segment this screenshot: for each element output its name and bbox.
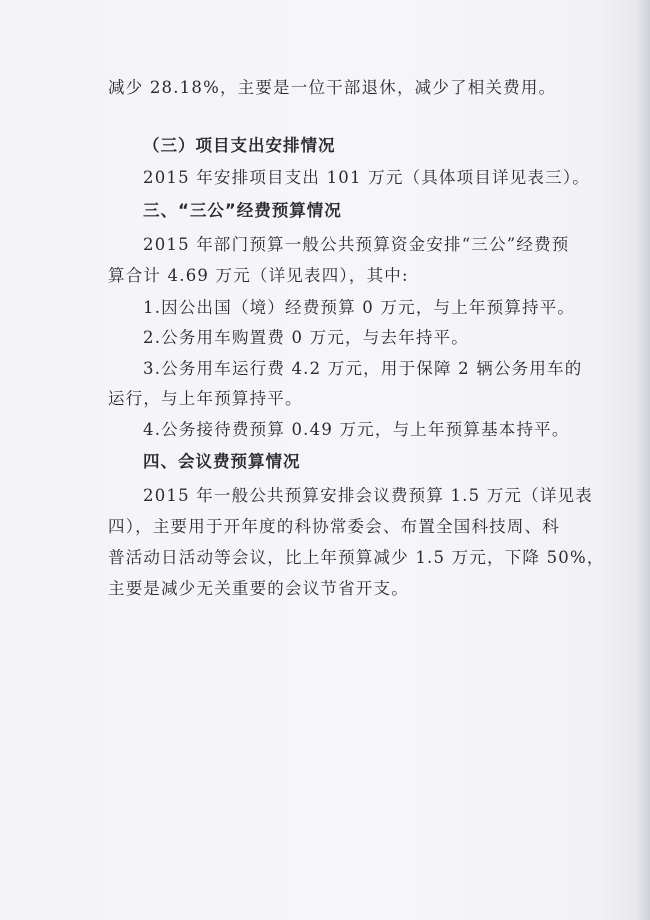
list-item-vehicle-purchase: 2.公务用车购置费 0 万元，与去年持平。 <box>143 328 469 347</box>
list-item-overseas-travel: 1.因公出国（境）经费预算 0 万元，与上年预算持平。 <box>143 298 576 317</box>
list-item-vehicle-operation-cont: 运行，与上年预算持平。 <box>108 389 303 408</box>
list-item-reception: 4.公务接待费预算 0.49 万元，与上年预算基本持平。 <box>143 420 570 439</box>
body-paragraph-line: 2015 年一般公共预算安排会议费预算 1.5 万元（详见表 <box>143 486 593 505</box>
body-paragraph-line: 普活动日活动等会议，比上年预算减少 1.5 万元，下降 50%， <box>108 548 605 567</box>
page-edge-shadow <box>636 0 650 920</box>
body-paragraph-line: 2015 年部门预算一般公共预算资金安排“三公”经费预 <box>143 235 570 254</box>
subsection-heading-project-expenditure: （三）项目支出安排情况 <box>143 136 336 155</box>
body-paragraph-line: 算合计 4.69 万元（详见表四），其中: <box>108 266 409 285</box>
body-paragraph-line: 主要是减少无关重要的会议节省开支。 <box>108 579 409 598</box>
section-heading-three-public: 三、“三公”经费预算情况 <box>143 201 342 220</box>
section-heading-meeting-fees: 四、会议费预算情况 <box>143 452 301 471</box>
body-paragraph-line: 减少 28.18%，主要是一位干部退休，减少了相关费用。 <box>108 78 557 97</box>
body-paragraph-line: 四），主要用于开年度的科协常委会、布置全国科技周、科 <box>108 517 560 536</box>
list-item-vehicle-operation: 3.公务用车运行费 4.2 万元，用于保障 2 辆公务用车的 <box>143 359 583 378</box>
body-paragraph-line: 2015 年安排项目支出 101 万元（具体项目详见表三）。 <box>143 168 590 187</box>
